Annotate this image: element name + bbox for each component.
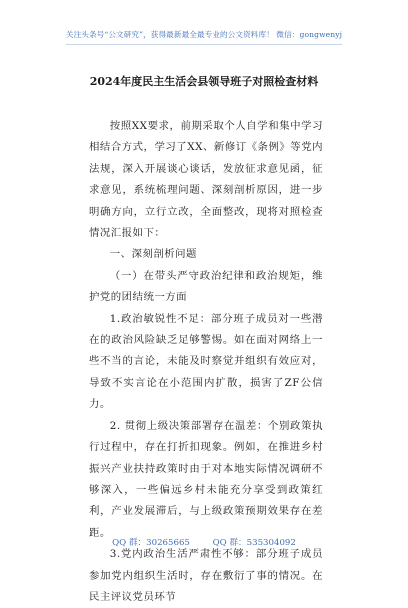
document-body <box>89 116 323 608</box>
intro-paragraph: 按照XX要求，前期采取个人自学和集中学习相结合方式，学习了XX、新修订《条例》等党内法规，深入开展谈心谈话，发放征求意见函，征求意见，系统梳理问题、深刻剖析原因，进一步明确方向，立行立改，全面整改，现将对照检查情况汇报如下： <box>89 120 323 240</box>
document-title: 2024年度民主生活会县领导班子对照检查材料 <box>89 75 319 88</box>
body-paragraph: 1.政治敏锐性不足：部分班子成员对一些潜在的政治风险缺乏足够警惕。如在面对网络上一些不当的言论，未能及时察觉并组织有效应对，导致不实言论在小范围内扩散，损害了ZF公信力。 <box>89 312 323 411</box>
qq-group-left: QQ 群：30265665 <box>112 538 190 548</box>
qq-group-right: QQ 群：535304092 <box>212 538 296 548</box>
promo-banner: 关注头条号“公文研究”，获得最新最全最专业的公文资料库！ 微信：gongwenyj <box>65 30 343 39</box>
footer-contact <box>0 536 408 548</box>
body-paragraph: 2. 贯彻上级决策部署存在温差：个别政策执行过程中，存在打折扣现象。例如，在推进乡村振兴产业扶持政策时由于对本地实际情况调研不够深入，一些偏远乡村未能充分享受到政策红利，产业发展滞后，与上级政策预期效果存在差距。 <box>89 419 323 539</box>
subsection-heading: （一）在带头严守政治纪律和政治规矩，维护党的团结统一方面 <box>89 269 323 304</box>
body-paragraph: 3.党内政治生活严肃性不够：部分班子成员参加党内组织生活时，存在敷衍了事的情况。在民主评议党员环节 <box>89 548 323 603</box>
section-heading: 一、深刻剖析问题 <box>109 248 197 261</box>
header-divider <box>66 44 342 45</box>
